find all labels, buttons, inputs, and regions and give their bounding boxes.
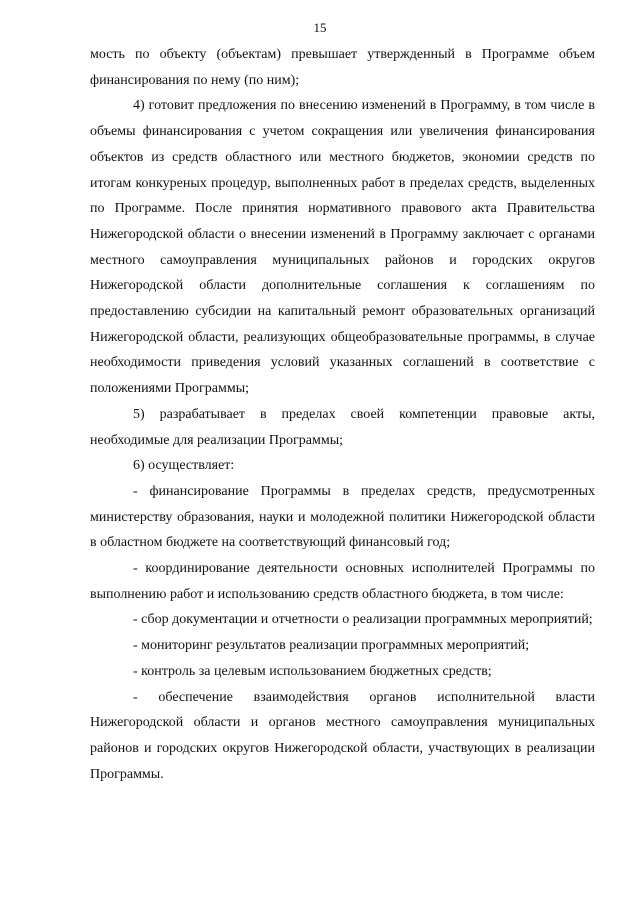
paragraph-item-4: 4) готовит предложения по внесению изменений в Программу, в том числе в объемы финансирования с учетом сокращения или увеличения финансирования объектов из средств областного или местного бюджетов, экономии средств по итогам конкуреных процедур, выполненных работ в пределах средств, выделенных по Программе. После принятия нормативного правового акта Правительства Нижегородской области о внесении изменений в Программу заключает с органами местного самоуправления муниципальных районов и городских округов Нижегородской области дополнительные соглашения к соглашениям по предоставлению субсидии на капитальный ремонт образовательных организаций Нижегородской области, реализующих общеобразовательные программы, в случае необходимости приведения условий указанных соглашений в соответствие с положениями Программы; (90, 98, 595, 397)
paragraph-interaction: - обеспечение взаимодействия органов исполнительной власти Нижегородской области и органов местного самоуправления муниципальных районов и городских округов Нижегородской области, участвующих в реализации Программы. (90, 689, 595, 782)
paragraph-continuation: мость по объекту (объектам) превышает утвержденный в Программе объем финансирования по нему (по ним); (90, 47, 595, 88)
paragraph-control: - контроль за целевым использованием бюджетных средств; (133, 663, 492, 679)
paragraph-monitoring: - мониторинг результатов реализации программных мероприятий; (133, 638, 530, 654)
page-number: 15 (313, 20, 327, 35)
paragraph-item-5: 5) разрабатывает в пределах своей компетенции правовые акты, необходимые для реализации Программы; (90, 406, 595, 448)
paragraph-coordination: - координирование деятельности основных исполнителей Программы по выполнению работ и использованию средств областного бюджета, в том числе: (90, 561, 595, 602)
document-body (90, 42, 595, 787)
paragraph-documentation: - сбор документации и отчетности о реализации программных мероприятий; (133, 612, 593, 628)
paragraph-financing: - финансирование Программы в пределах средств, предусмотренных министерству образования, науки и молодежной политики Нижегородской области в областном бюджете на соответствующий финансовый год; (90, 483, 595, 551)
paragraph-item-6: 6) осуществляет: (133, 458, 235, 474)
